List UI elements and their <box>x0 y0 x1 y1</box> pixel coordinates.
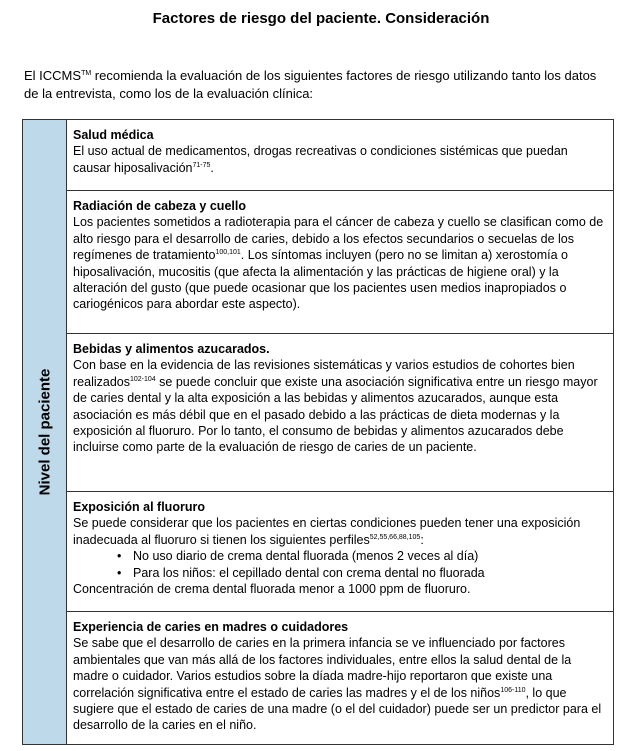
side-label: Nivel del paciente <box>36 368 53 496</box>
section-fluoruro <box>67 492 613 612</box>
reference-superscript: 102-104 <box>129 375 156 383</box>
section-text-end: . <box>210 160 214 175</box>
section-text: Se puede considerar que los pacientes en ciertas condiciones pueden tener una exposición inadecuada al fluoruro si tienen los siguientes perfiles <box>73 516 581 547</box>
section-text-continued: , lo que sugiere que el estado de caries de una madre (o el del cuidador) puede ser un predictor para el desarrollo de la caries en el niño. <box>73 685 602 733</box>
reference-superscript: 106-110 <box>500 686 526 694</box>
section-text: El uso actual de medicamentos, drogas recreativas o condiciones sistémicas que puedan causar hiposalivación <box>73 144 568 175</box>
section-text-continued: . Los síntomas incluyen (pero no se limitan a) xerostomía o hiposalivación, mucositis (que afecta la alimentación y las prácticas de higiene oral) y la alteración del gusto (que puede ocasionar que los pacientes usen medios inapropiados o cariogénicos para abordar este aspecto). <box>73 248 568 312</box>
section-text: Los pacientes sometidos a radioterapia para el cáncer de cabeza y cuello se clasifican como de alto riesgo para el desarrollo de caries, debido a los efectos secundarios o secuelas de los regímenes de tratamiento <box>73 215 604 263</box>
list-item: • Para los niños: el cepillado dental con crema dental no fluorada <box>133 565 607 581</box>
risk-factor-table <box>22 119 614 745</box>
section-text-continued: se puede concluir que existe una asociación significativa entre un riesgo mayor de caries dental y la alta exposición a las bebidas y alimentos azucarados, aunque esta asociación es más débil que en el pasado debido a las prácticas de dieta modernas y la exposición al fluoruro. Por lo tanto, el consumo de bebidas y alimentos azucarados debe incluirse como parte de la evaluación de riesgo de caries de un paciente. <box>73 374 598 455</box>
section-title: Bebidas y alimentos azucarados. <box>73 342 270 356</box>
intro-text-end: recomienda la evaluación de los siguientes factores de riesgo utilizando tanto los datos de la entrevista, como los de la evaluación clínica: <box>24 68 597 101</box>
section-radiacion <box>67 191 613 334</box>
intro-paragraph <box>24 67 614 103</box>
section-body <box>73 214 607 312</box>
section-text: Con base en la evidencia de las revisiones sistemáticas y varios estudios de cohortes bien realizados <box>73 358 575 389</box>
bullet-list <box>73 548 607 581</box>
section-salud-medica <box>67 120 613 191</box>
trademark-superscript: TM <box>81 70 92 77</box>
section-body <box>73 143 607 176</box>
section-experiencia <box>67 612 613 744</box>
section-title: Radiación de cabeza y cuello <box>73 199 246 213</box>
section-bebidas <box>67 334 613 492</box>
section-title: Exposición al fluoruro <box>73 500 205 514</box>
section-title: Experiencia de caries en madres o cuidadores <box>73 620 349 634</box>
section-body <box>73 635 607 733</box>
section-text: Se sabe que el desarrollo de caries en la primera infancia se ve influenciado por factores ambientales que van más allá de los factores individuales, entre ellos la salud dental de la madre o cuidador. Varios estudios sobre la díada madre-hijo reportaron que existe una correlación significativa entre el estado de caries las madres y el de los niños <box>73 636 572 700</box>
intro-text-start: El ICCMS <box>24 68 82 83</box>
section-text-after-list: Concentración de crema dental fluorada menor a 1000 ppm de fluoruro. <box>73 582 471 597</box>
section-title: Salud médica <box>73 128 154 142</box>
page-title: Factores de riesgo del paciente. Consideración <box>152 10 490 27</box>
table-rows <box>67 120 613 744</box>
section-body <box>73 515 607 548</box>
side-column <box>23 120 67 744</box>
reference-superscript: 100,101 <box>215 249 241 257</box>
list-item: • No uso diario de crema dental fluorada (menos 2 veces al día) <box>133 548 607 564</box>
section-text-colon: : <box>420 532 424 547</box>
section-body <box>73 357 607 455</box>
reference-superscript: 52,55,66,88,105 <box>369 533 421 541</box>
reference-superscript: 71-75 <box>192 161 211 169</box>
